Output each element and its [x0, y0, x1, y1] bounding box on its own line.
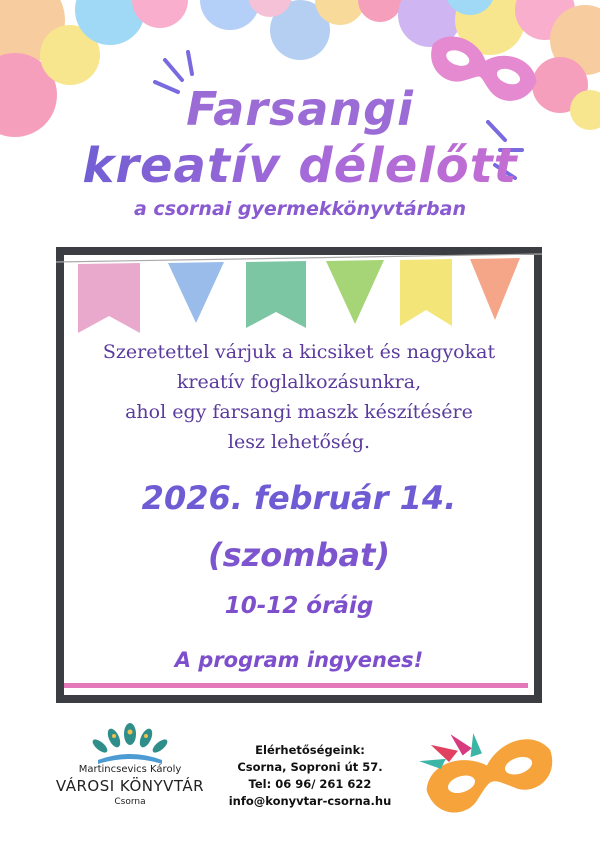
price-note: A program ingyenes! [174, 648, 424, 672]
library-name-line-1: Martincsevics Károly [78, 764, 182, 775]
contact-address: Csorna, Soproni út 57. [237, 760, 383, 774]
title-line-1: Farsangi [186, 82, 414, 136]
invitation-line-3: ahol egy farsangi maszk készítésére [125, 401, 473, 423]
event-time: 10-12 óráig [224, 593, 374, 619]
event-day: (szombat) [207, 536, 391, 574]
title-line-2: kreatív délelőtt [0, 138, 600, 194]
event-date: 2026. február 14. [141, 479, 457, 517]
invitation-line-4: lesz lehetőség. [227, 431, 371, 453]
library-city: Csorna [114, 797, 146, 807]
contact-email: info@konyvtar-csorna.hu [228, 794, 392, 808]
feathered-mask-icon [415, 720, 565, 820]
frame-accent-bar [64, 683, 528, 688]
subtitle: a csornai gyermekkönyvtárban [134, 198, 466, 220]
contact-heading: Elérhetőségeink: [255, 743, 365, 757]
invitation-line-2: kreatív foglalkozásunkra, [176, 371, 422, 393]
library-name-line-2: VÁROSI KÖNYVTÁR [55, 777, 205, 795]
bunting-flags [56, 248, 542, 343]
contact-phone: Tel: 06 96/ 261 622 [248, 777, 372, 791]
contact-block [220, 742, 400, 810]
peacock-logo-icon [80, 722, 180, 767]
invitation-line-1: Szeretettel várjuk a kicsiket és nagyokat [102, 341, 496, 363]
